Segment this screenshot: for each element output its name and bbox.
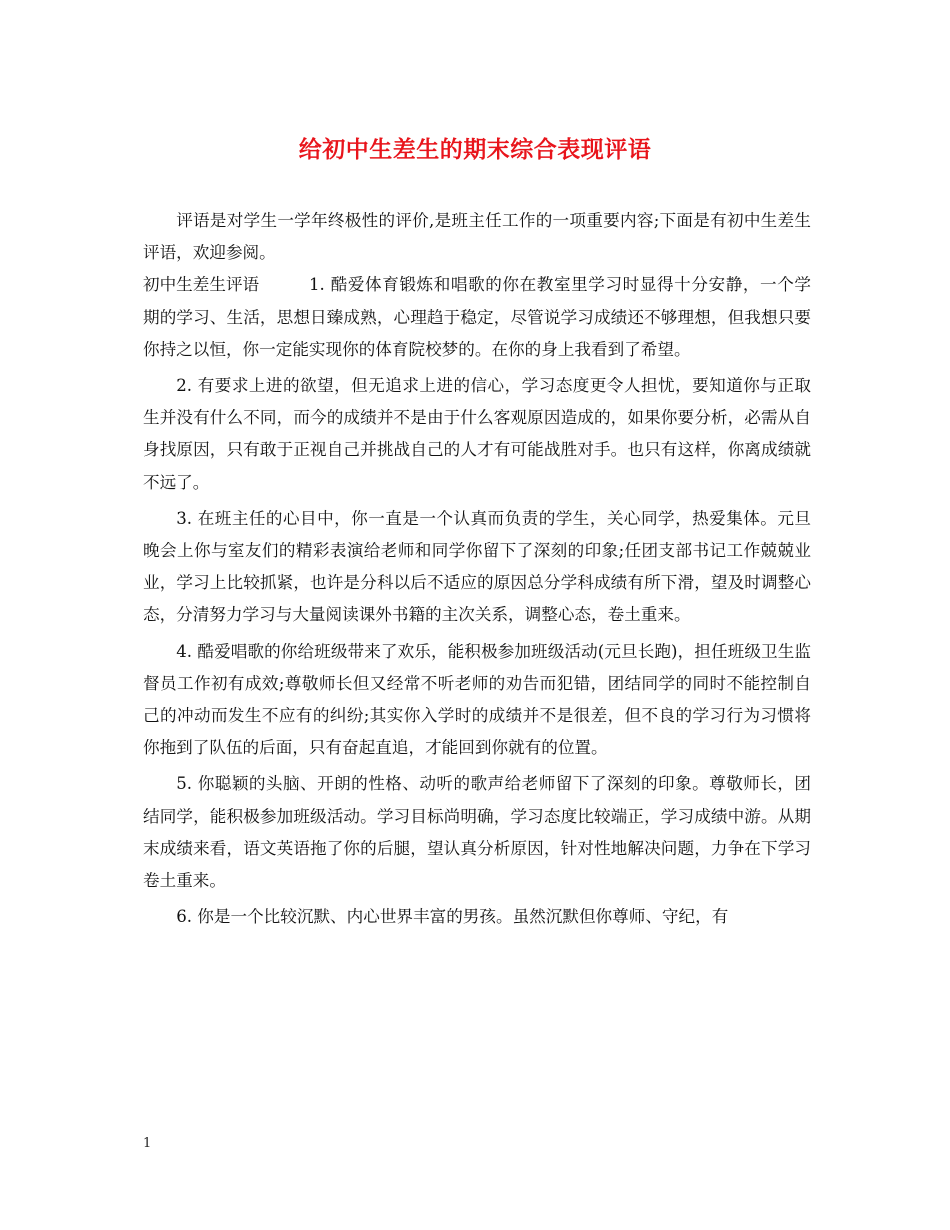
comment-item-3: 3. 在班主任的心目中，你一直是一个认真而负责的学生，关心同学，热爱集体。元旦晚会上你与室友们的精彩表演给老师和同学你留下了深刻的印象;任团支部书记工作兢兢业业，学习上比较抓紧，也许是分科以后不适应的原因总分学科成绩有所下滑，望及时调整心态，分清努力学习与大量阅读课外书籍的主次关系，调整心态，卷土重来。 [143, 508, 811, 625]
document-body [143, 205, 811, 933]
comment-item-2: 2. 有要求上进的欲望，但无追求上进的信心，学习态度更令人担忧，要知道你与正取生并没有什么不同，而今的成绩并不是由于什么客观原因造成的，如果你要分析，必需从自身找原因，只有敢于正视自己并挑战自己的人才有可能战胜对手。也只有这样，你离成绩就不远了。 [143, 376, 811, 492]
intro-paragraph: 评语是对学生一学年终极性的评价,是班主任工作的一项重要内容;下面是有初中生差生评语，欢迎参阅。 [143, 211, 811, 263]
comment-item-4: 4. 酷爱唱歌的你给班级带来了欢乐，能积极参加班级活动(元旦长跑)，担任班级卫生监督员工作初有成效;尊敬师长但又经常不听老师的劝告而犯错，团结同学的同时不能控制自己的冲动而发生不应有的纠纷;其实你入学时的成绩并不是很差，但不良的学习行为习惯将你拖到了队伍的后面，只有奋起直追，才能回到你就有的位置。 [143, 641, 811, 758]
page-number: 1 [143, 1136, 152, 1151]
section-label: 初中生差生评语 [143, 275, 260, 295]
document-title: 给初中生差生的期末综合表现评语 [298, 136, 652, 163]
first-comment-paragraph [143, 269, 811, 366]
comment-item-5: 5. 你聪颖的头脑、开朗的性格、动听的歌声给老师留下了深刻的印象。尊敬师长，团结同学，能积极参加班级活动。学习目标尚明确，学习态度比较端正，学习成绩中游。从期末成绩来看，语文英语拖了你的后腿，望认真分析原因，针对性地解决问题，力争在下学习卷土重来。 [143, 774, 811, 891]
comment-item-6: 6. 你是一个比较沉默、内心世界丰富的男孩。虽然沉默但你尊师、守纪，有 [176, 907, 729, 927]
comment-item-1: 1. 酷爱体育锻炼和唱歌的你在教室里学习时显得十分安静，一个学期的学习、生活，思想日臻成熟，心理趋于稳定，尽管说学习成绩还不够理想，但我想只要你持之以恒，你一定能实现你的体育院校梦的。在你的身上我看到了希望。 [143, 275, 811, 359]
